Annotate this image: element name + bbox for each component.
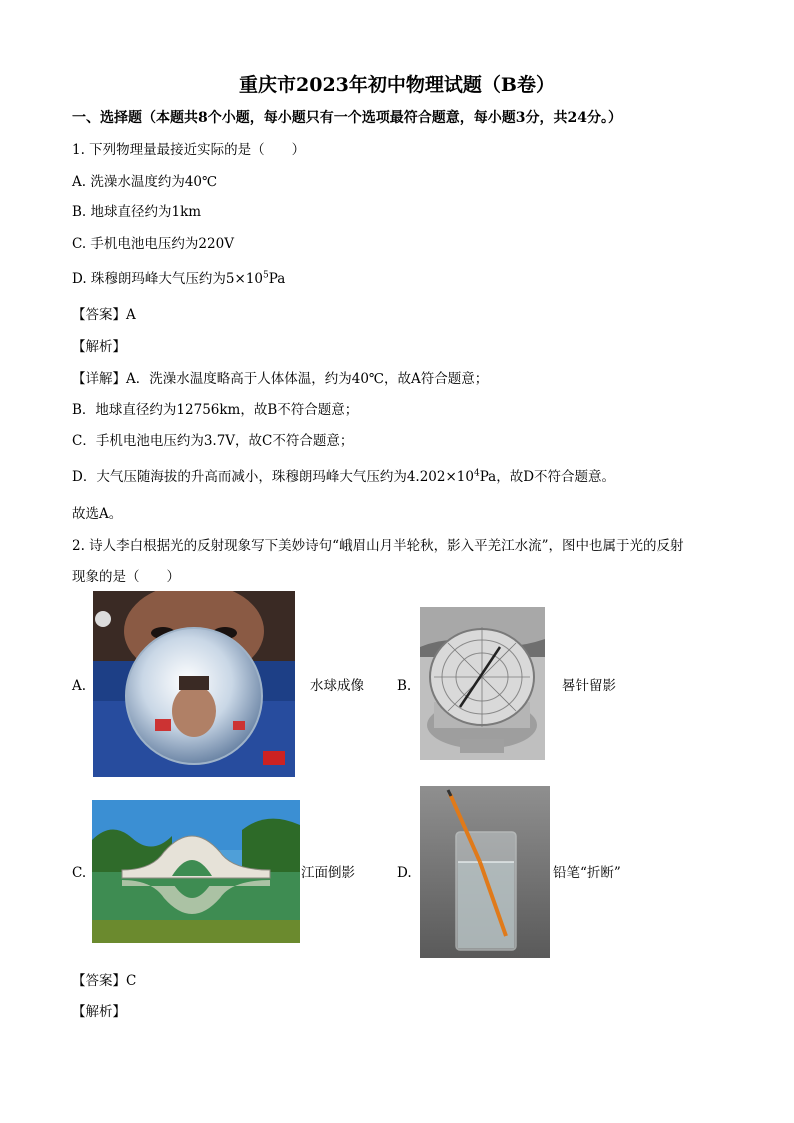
q2-option-a-letter: A. bbox=[72, 678, 87, 694]
q1-conclusion: 故选A。 bbox=[72, 506, 123, 522]
q1-option-a: A. 洗澡水温度约为40℃ bbox=[72, 174, 218, 190]
q2-option-b-caption: 晷针留影 bbox=[562, 678, 616, 694]
pencil-in-water-photo bbox=[420, 786, 550, 958]
q1-stem: 1. 下列物理量最接近实际的是（ ） bbox=[72, 142, 306, 158]
bridge-reflection-photo bbox=[92, 800, 300, 943]
q2-option-d-letter: D. bbox=[397, 865, 412, 881]
q1-detail-b: B．地球直径约为12756km，故B不符合题意； bbox=[72, 402, 359, 418]
water-ball-photo bbox=[93, 591, 295, 777]
q2-option-d-caption: 铅笔“折断” bbox=[553, 865, 621, 881]
q2-option-c-caption: 江面倒影 bbox=[301, 865, 355, 881]
q1-option-d: D. 珠穆朗玛峰大气压约为$5\times 10^5Pa$ bbox=[72, 270, 286, 287]
q2-stem-line1: 2. 诗人李白根据光的反射现象写下美妙诗句“峨眉山月半轮秋，影入平羌江水流”，图中也属于光的反射 bbox=[72, 538, 684, 554]
q1-option-b: B. 地球直径约为1km bbox=[72, 204, 202, 220]
section-heading: 一、选择题（本题共8个小题，每小题只有一个选项最符合题意，每小题3分，共24分。） bbox=[72, 110, 622, 126]
q1-detail-d: D．大气压随海拔的升高而减小，珠穆朗玛峰大气压约为$4.202\times 10^4Pa$，故D不符合题意。 bbox=[72, 468, 616, 485]
q2-stem-line2: 现象的是（ ） bbox=[72, 569, 180, 585]
q2-option-c-letter: C. bbox=[72, 865, 87, 881]
q1-detail-c: C．手机电池电压约为3.7V，故C不符合题意； bbox=[72, 433, 354, 449]
sundial-photo bbox=[420, 607, 545, 760]
q2-option-a-caption: 水球成像 bbox=[310, 678, 364, 694]
q1-answer: 【答案】A bbox=[72, 307, 136, 323]
q1-analysis-label: 【解析】 bbox=[72, 339, 126, 355]
q1-detail-a: 【详解】A．洗澡水温度略高于人体体温，约为40℃，故A符合题意； bbox=[72, 371, 489, 387]
q2-option-b-letter: B. bbox=[397, 678, 412, 694]
q2-answer: 【答案】C bbox=[72, 973, 137, 989]
q2-analysis-label: 【解析】 bbox=[72, 1004, 126, 1020]
page-title: 重庆市2023年初中物理试题（B卷） bbox=[239, 74, 555, 96]
q1-option-c: C. 手机电池电压约为220V bbox=[72, 236, 234, 252]
